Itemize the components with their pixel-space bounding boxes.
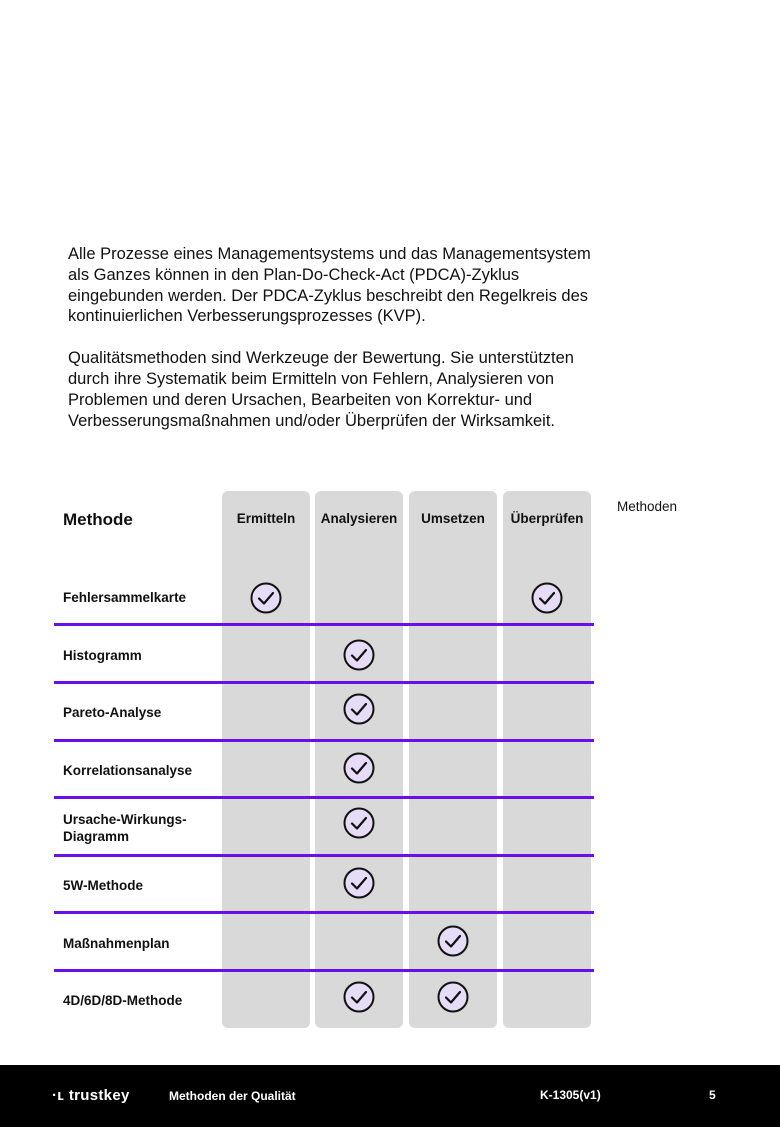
row-label: Ursache-Wirkungs-Diagramm bbox=[63, 812, 187, 844]
row-label: Maßnahmenplan bbox=[63, 936, 170, 951]
row-label: Fehlersammelkarte bbox=[63, 590, 187, 605]
row-label: Histogramm bbox=[63, 648, 142, 663]
row-divider bbox=[54, 969, 594, 972]
check-circle-icon bbox=[343, 981, 375, 1013]
row-divider bbox=[54, 796, 594, 799]
document-code: K-1305(v1) bbox=[540, 1088, 601, 1102]
page-number: 5 bbox=[709, 1088, 716, 1102]
check-circle-icon bbox=[343, 752, 375, 784]
row-divider bbox=[54, 623, 594, 626]
check-circle-icon bbox=[437, 981, 469, 1013]
check-circle-icon bbox=[343, 693, 375, 725]
intro-text bbox=[68, 244, 598, 452]
page-footer bbox=[0, 1065, 780, 1127]
footer-title: Methoden der Qualität bbox=[169, 1089, 296, 1103]
row-label: 5W-Methode bbox=[63, 878, 143, 893]
intro-paragraph-2: Qualitätsmethoden sind Werkzeuge der Bewertung. Sie unterstützten durch ihre Systematik beim Ermitteln von Fehlern, Analysieren von Problemen und deren Ursachen, Bearbeiten von Korrektur- und Verbesserungsmaßnahmen und/oder Überprüfen der Wirksamkeit. bbox=[68, 349, 574, 430]
intro-paragraph-1: Alle Prozesse eines Managementsystems und das Managementsystem als Ganzes können in den Plan-Do-Check-Act (PDCA)-Zyklus eingebunden werden. Der PDCA-Zyklus beschreibt den Regelkreis des kontinuierlichen Verbesserungsprozesses (KVP). bbox=[68, 245, 591, 326]
check-circle-icon bbox=[343, 807, 375, 839]
check-circle-icon bbox=[531, 582, 563, 614]
check-circle-icon bbox=[343, 639, 375, 671]
column-header-ermitteln: Ermitteln bbox=[236, 511, 296, 526]
column-header-analysieren: Analysieren bbox=[320, 511, 398, 526]
row-divider bbox=[54, 854, 594, 857]
row-divider bbox=[54, 681, 594, 684]
row-divider bbox=[54, 739, 594, 742]
column-background-ermitteln bbox=[222, 491, 310, 1028]
trustkey-logo: ·ʟ trustkey bbox=[52, 1087, 130, 1104]
row-label: Pareto-Analyse bbox=[63, 705, 162, 720]
check-circle-icon bbox=[343, 867, 375, 899]
row-label: 4D/6D/8D-Methode bbox=[63, 993, 183, 1008]
side-label: Methoden bbox=[617, 499, 678, 514]
check-circle-icon bbox=[250, 582, 282, 614]
method-column-header: Methode bbox=[63, 510, 133, 529]
row-label: Korrelationsanalyse bbox=[63, 763, 193, 778]
column-header-umsetzen: Umsetzen bbox=[421, 511, 485, 526]
check-circle-icon bbox=[437, 925, 469, 957]
column-header-ueberpruefen: Überprüfen bbox=[510, 511, 584, 526]
column-background-ueberpruefen bbox=[503, 491, 591, 1028]
row-divider bbox=[54, 911, 594, 914]
